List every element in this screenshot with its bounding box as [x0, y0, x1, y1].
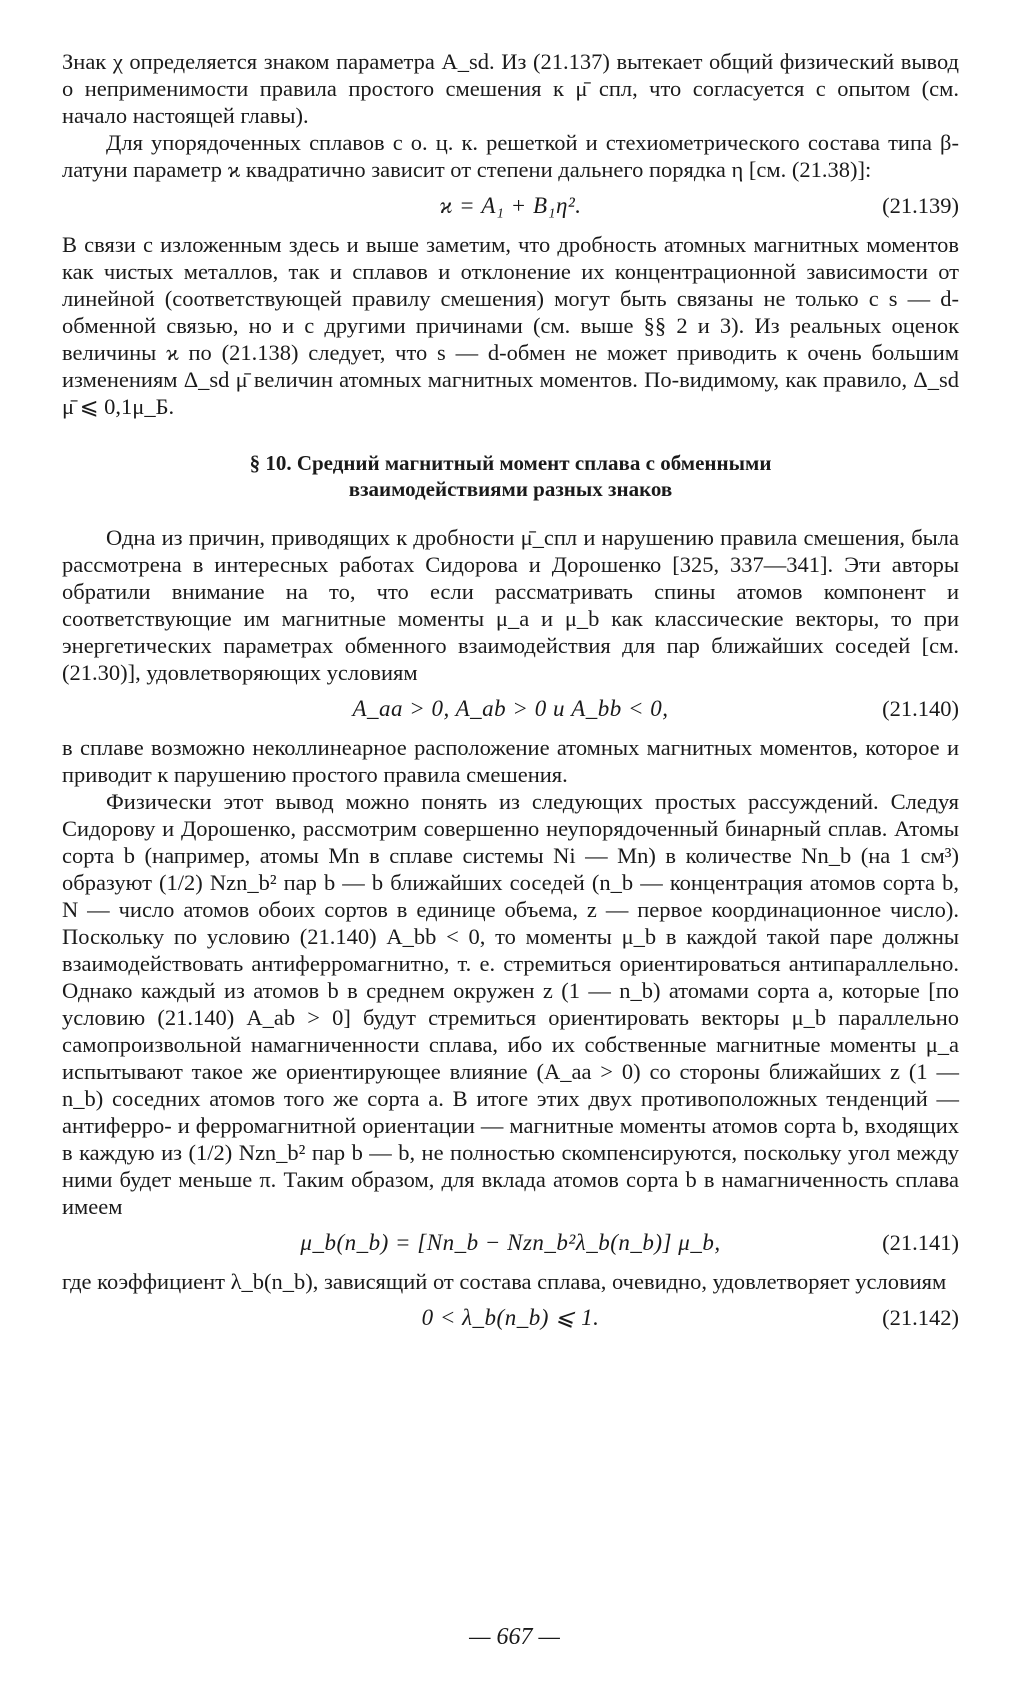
paragraph-2: Для упорядоченных сплавов с о. ц. к. решеткой и стехиометрического состава типа β-латуни параметр ϰ квадратично зависит от степени дальнего порядка η [см. (21.38)]: [62, 130, 959, 182]
equation-21-142 [62, 1299, 959, 1337]
equation-number: (21.140) [882, 696, 959, 721]
paragraph-5: в сплаве возможно неколлинеарное расположение атомных магнитных моментов, которое и приводит к парушению простого правила смешения. [62, 735, 959, 787]
equation-formula: ϰ = A₁ + B₁η². [439, 193, 582, 218]
equation-21-141 [62, 1224, 959, 1262]
equation-21-140 [62, 690, 959, 728]
paragraph-3: В связи с изложенным здесь и выше заметим, что дробность атомных магнитных моментов как чистых металлов, так и сплавов и отклонение их концентрационной зависимости от линейной (соответствующей правилу смешения) могут быть связаны не только с s — d-обменной связью, но и с другими причинами (см. выше §§ 2 и 3). Из реальных оценок величины ϰ по (21.138) следует, что s — d-обмен не может приводить к очень большим изменениям Δ_sd μ̄ величин атомных магнитных моментов. По-видимому, как правило, Δ_sd μ̄ ⩽ 0,1μ_Б. [62, 232, 959, 419]
paragraph-6: Физически этот вывод можно понять из следующих простых рассуждений. Следуя Сидорову и Дорошенко, рассмотрим совершенно неупорядоченный бинарный сплав. Атомы сорта b (например, атомы Mn в сплаве системы Ni — Mn) в количестве Nn_b (на 1 см³) образуют (1/2) Nzn_b² пар b — b ближайших соседей (n_b — концентрация атомов сорта b, N — число атомов обоих сортов в единице объема, z — первое координационное число). Поскольку по условию (21.140) A_bb < 0, то моменты μ_b в каждой такой паре должны взаимодействовать антиферромагнитно, т. е. стремиться ориентироваться антипараллельно. Однако каждый из атомов b в среднем окружен z (1 — n_b) атомами сорта a, которые [по условию (21.140) A_ab > 0] будут стремиться ориентировать векторы μ_b параллельно самопроизвольной намагниченности сплава, ибо их собственные магнитные моменты μ_a испытывают такое же ориентирующее влияние (A_aa > 0) со стороны ближайших z (1 — n_b) соседних атомов того же сорта a. В итоге этих двух противоположных тенденций — антиферро- и ферромагнитной ориентации — магнитные моменты атомов сорта b, входящих в каждую из (1/2) Nzn_b² пар b — b, не полностью скомпенсируются, поскольку угол между ними будет меньше π. Таким образом, для вклада атомов сорта b в намагниченность сплава имеем [62, 789, 959, 1219]
page-number: — 667 — [469, 1624, 560, 1650]
equation-number: (21.141) [882, 1230, 959, 1255]
paragraph-7: где коэффициент λ_b(n_b), зависящий от состава сплава, очевидно, удовлетворяет условиям [62, 1269, 947, 1294]
section-heading [102, 450, 919, 502]
section-heading-line-1: § 10. Средний магнитный момент сплава с обменными [249, 451, 772, 475]
equation-formula: 0 < λ_b(n_b) ⩽ 1. [421, 1305, 600, 1330]
equation-formula: μ_b(n_b) = [Nn_b − Nzn_b²λ_b(n_b)] μ_b, [300, 1230, 721, 1255]
equation-formula: A_aa > 0, A_ab > 0 и A_bb < 0, [352, 696, 669, 721]
equation-number: (21.142) [882, 1305, 959, 1330]
paragraph-4: Одна из причин, приводящих к дробности μ̄_спл и нарушению правила смешения, была рассмотрена в интересных работах Сидорова и Дорошенко [325, 337—341]. Эти авторы обратили внимание на то, что если рассматривать спины атомов компонент и соответствующие им магнитные моменты μ_a и μ_b как классические векторы, то при энергетических параметрах обменного взаимодействия для пар ближайших соседей [см. (21.30)], удовлетворяющих условиям [62, 525, 959, 685]
equation-21-139 [62, 187, 959, 225]
equation-number: (21.139) [882, 193, 959, 218]
paragraph-1: Знак χ определяется знаком параметра A_sd. Из (21.137) вытекает общий физический вывод о неприменимости правила простого смешения к μ̄ спл, что согласуется с опытом (см. начало настоящей главы). [62, 49, 959, 128]
section-heading-line-2: взаимодействиями разных знаков [348, 477, 673, 501]
